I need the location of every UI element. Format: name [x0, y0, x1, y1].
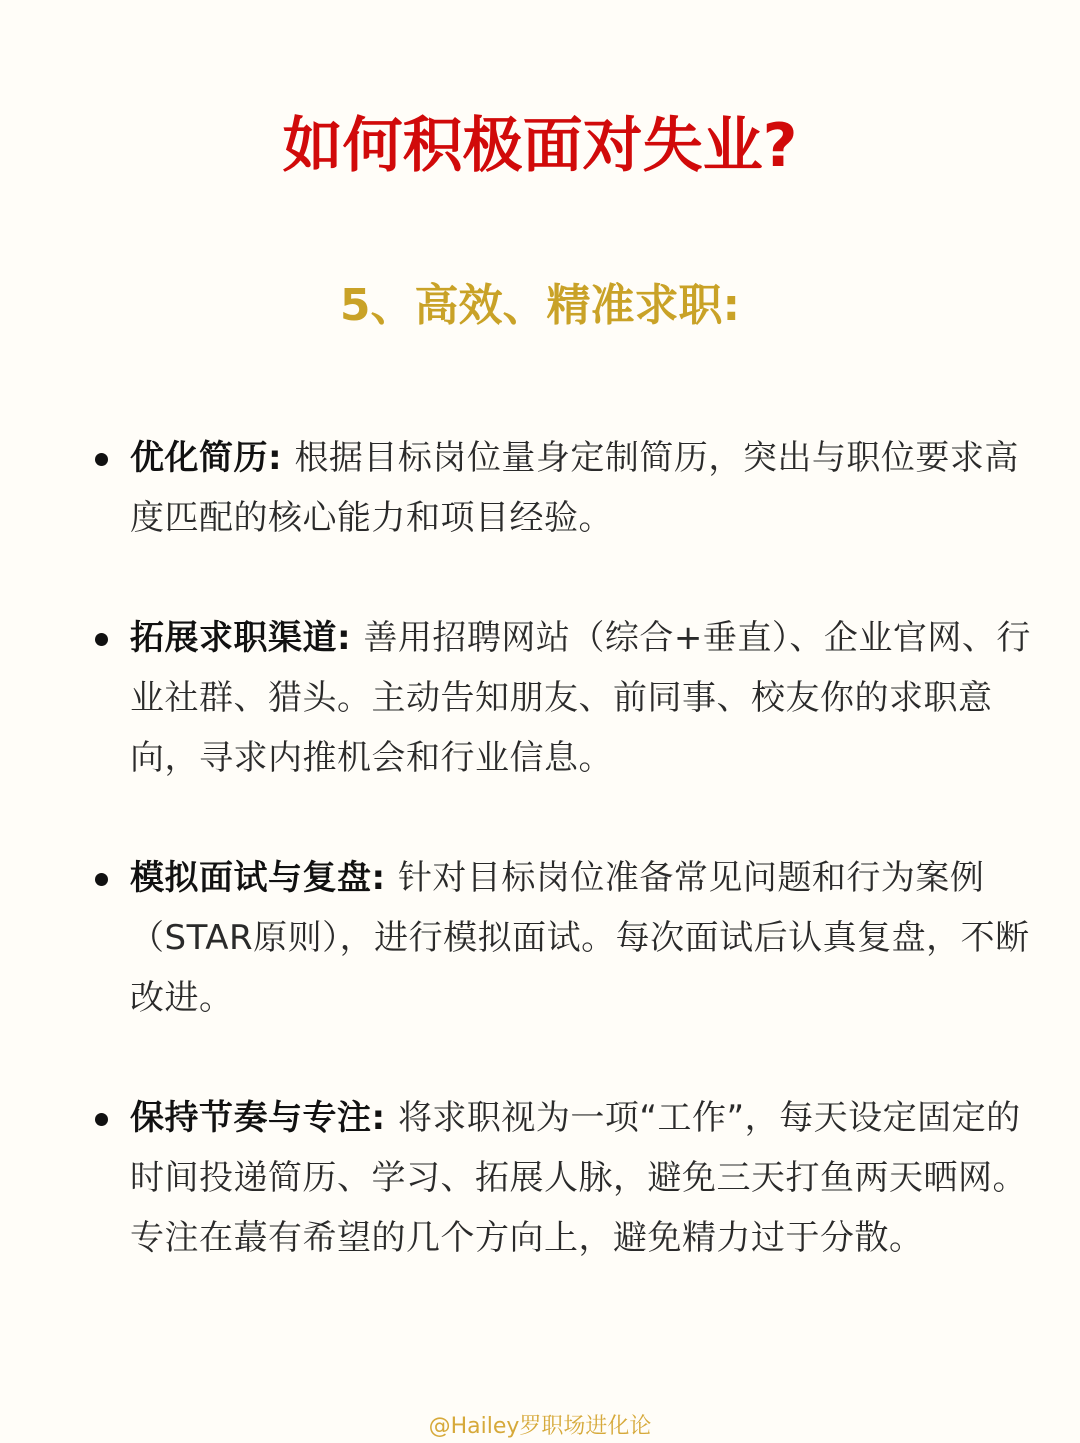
author-watermark: @Hailey罗职场进化论: [428, 1414, 652, 1439]
section-subtitle: 5、高效、精准求职:: [339, 280, 741, 331]
item-text: 将求职视为一项“工作”，每天设定固定的时间投递简历、学习、拓展人脉，避免三天打鱼两天晒网。专注在蕞有希望的几个方向上，避免精力过于分散。: [130, 1098, 1027, 1258]
list-item-mock-interview: [130, 848, 1035, 1028]
list-item-keep-focus: [130, 1088, 1035, 1268]
item-text: 善用招聘网站（综合+垂直）、企业官网、行业社群、猎头。主动告知朋友、前同事、校友你的求职意向，寻求内推机会和行业信息。: [130, 618, 1031, 778]
item-text: 根据目标岗位量身定制简历，突出与职位要求高度匹配的核心能力和项目经验。: [130, 438, 1019, 538]
bullet-dot-icon: [95, 873, 108, 886]
item-label: 保持节奏与专注:: [130, 1098, 398, 1138]
list-item-job-channels: [130, 608, 1035, 788]
page-title: 如何积极面对失业?: [282, 111, 798, 181]
bullet-dot-icon: [95, 453, 108, 466]
item-label: 优化简历:: [130, 438, 295, 478]
item-label: 模拟面试与复盘:: [130, 858, 398, 898]
list-item-optimize-resume: [130, 428, 1035, 548]
bullet-dot-icon: [95, 1113, 108, 1126]
item-text: 针对目标岗位准备常见问题和行为案例（STAR原则），进行模拟面试。每次面试后认真复盘，不断改进。: [130, 858, 1030, 1018]
item-label: 拓展求职渠道:: [130, 618, 364, 658]
bullet-dot-icon: [95, 633, 108, 646]
